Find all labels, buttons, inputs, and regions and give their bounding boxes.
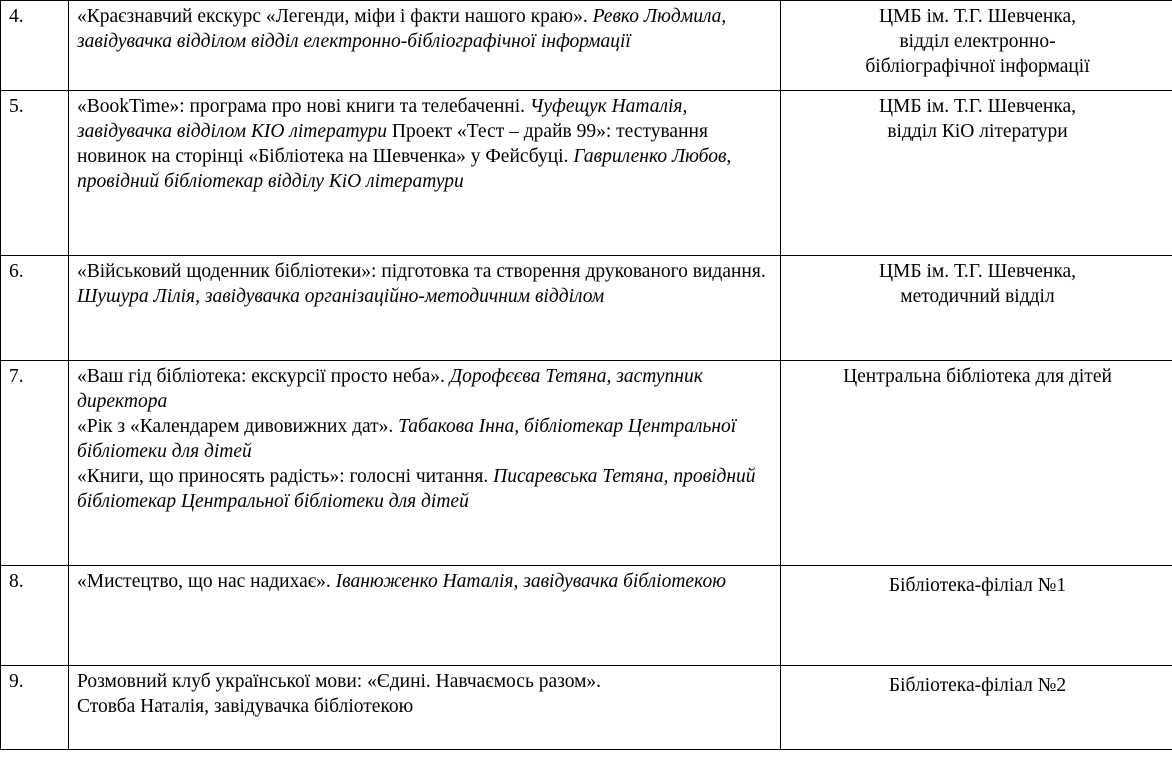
description-text: «Краєзнавчий екскурс «Легенди, міфи і факти нашого краю». Ревко Людмила, завідувачка відділом відділ електронно-бібліографічної інформації (77, 6, 727, 52)
row-location (781, 566, 1172, 666)
row-description (69, 666, 781, 750)
row-location (781, 666, 1172, 750)
table-row (1, 566, 1172, 666)
row-number: 9. (1, 666, 69, 750)
description-text: Розмовний клуб української мови: «Єдині. Навчаємось разом». Стовба Наталія, завідувачка бібліотекою (77, 671, 602, 717)
table-row (1, 361, 1172, 566)
row-number: 7. (1, 361, 69, 566)
row-number: 8. (1, 566, 69, 666)
row-number: 4. (1, 1, 69, 91)
description-text: «Військовий щоденник бібліотеки»: підготовка та створення друкованого видання. Шушура Лілія, завідувачка організаційно-методичним відділом (77, 261, 766, 307)
location-text: ЦМБ ім. Т.Г. Шевченка, методичний відділ (878, 261, 1077, 307)
location-text: Центральна бібліотека для дітей (843, 366, 1112, 387)
row-location (781, 1, 1172, 91)
row-description (69, 361, 781, 566)
row-location (781, 256, 1172, 361)
table-row (1, 256, 1172, 361)
row-description (69, 566, 781, 666)
description-text: «Мистецтво, що нас надихає». Іванюженко Наталія, завідувачка бібліотекою (77, 571, 726, 592)
row-description (69, 256, 781, 361)
location-text: ЦМБ ім. Т.Г. Шевченка, відділ електронно- бібліографічної інформації (865, 6, 1090, 77)
row-description (69, 91, 781, 256)
row-number: 6. (1, 256, 69, 361)
location-text: Бібліотека-філіал №1 (888, 575, 1067, 596)
table-body (1, 1, 1172, 750)
row-location (781, 91, 1172, 256)
description-text: «BookTime»: програма про нові книги та телебаченні. Чуфещук Наталія, завідувачка відділом КІО літератури Проект «Тест – драйв 99»: тестування новинок на сторінці «Бібліотека на Шевченка» у Фейсбуці. Гавриленко Любов, провідний бібліотекар відділу КіО літератури (77, 96, 732, 192)
row-location (781, 361, 1172, 566)
table-row (1, 91, 1172, 256)
row-number: 5. (1, 91, 69, 256)
table-row (1, 666, 1172, 750)
location-text: Бібліотека-філіал №2 (888, 675, 1067, 696)
location-text: ЦМБ ім. Т.Г. Шевченка, відділ КіО літератури (878, 96, 1077, 142)
table-row (1, 1, 1172, 91)
description-text: «Ваш гід бібліотека: екскурсії просто неба». Дорофєєва Тетяна, заступник директора «Рік з «Календарем дивовижних дат». Табакова Інна, бібліотекар Центральної бібліотеки для дітей «Книги, що приносять радість»: голосні читання. Писаревська Тетяна, провідний бібліотекар Центральної бібліотеки для дітей (77, 366, 756, 512)
row-description (69, 1, 781, 91)
